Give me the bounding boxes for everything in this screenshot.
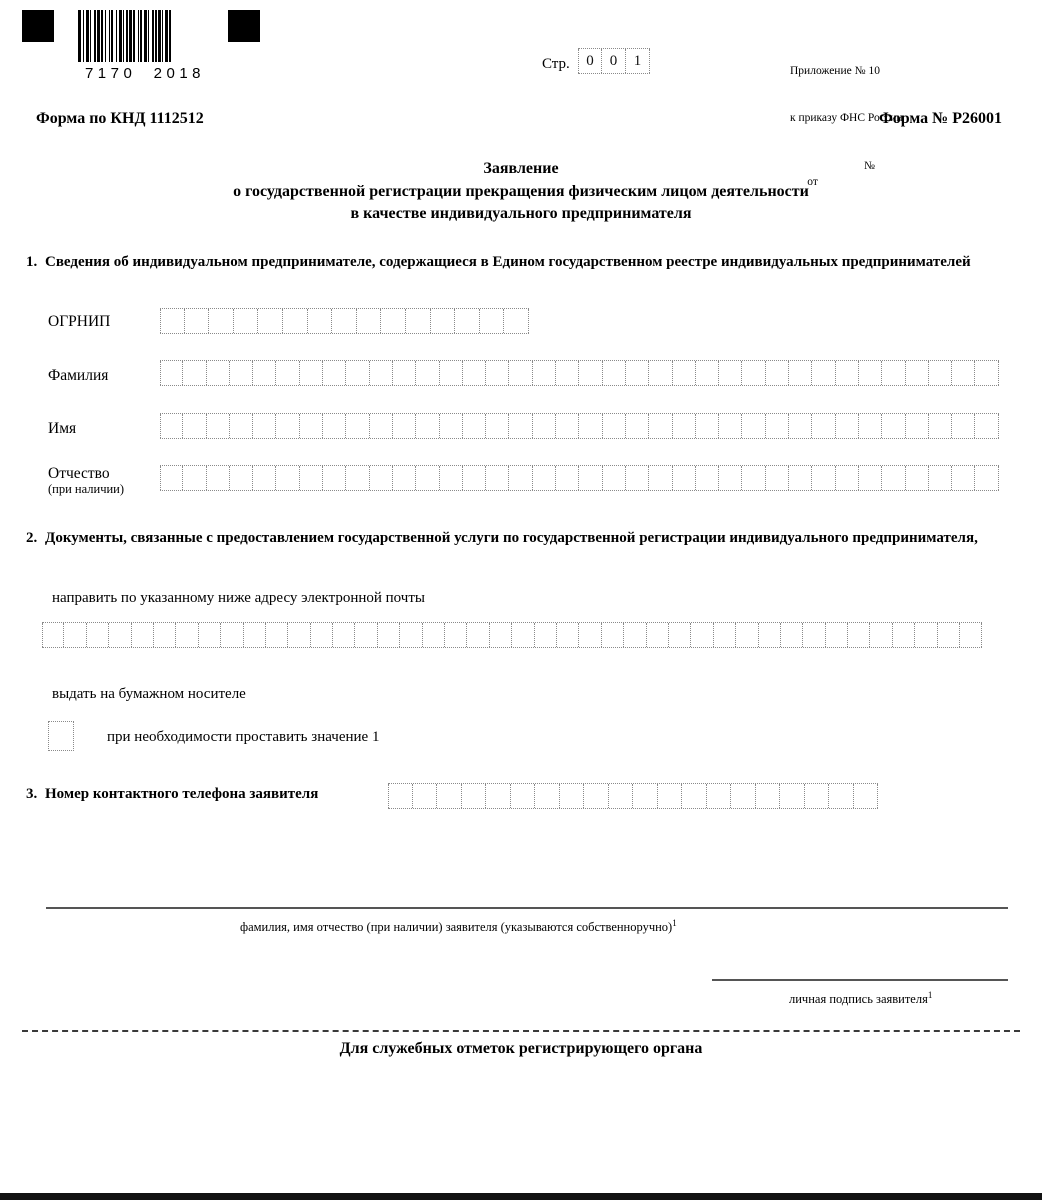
cell[interactable] [207,414,230,438]
title-line-2: о государственной регистрации прекращения физическим лицом деятельности [233,182,809,200]
cell[interactable] [311,623,333,647]
surname-field[interactable] [160,360,999,386]
cell[interactable] [370,466,393,490]
email-option-label: направить по указанному ниже адресу электронной почты [52,590,425,606]
cell[interactable] [602,623,624,647]
cell[interactable] [440,414,463,438]
title-line-3: в качестве индивидуального предпринимателя [350,205,692,223]
cell[interactable] [440,361,463,385]
cell[interactable] [742,414,765,438]
firstname-label [48,420,76,437]
cell[interactable] [221,623,243,647]
cell[interactable] [673,414,696,438]
cell[interactable] [486,414,509,438]
applicant-name-caption-marker: 1 [672,918,677,928]
cell[interactable] [132,623,154,647]
cell[interactable] [230,361,253,385]
cell[interactable] [826,623,848,647]
cell[interactable] [742,466,765,490]
cell[interactable] [803,623,825,647]
cell[interactable] [649,466,672,490]
cell[interactable] [266,623,288,647]
cell[interactable] [276,361,299,385]
cell[interactable] [323,361,346,385]
cell[interactable] [183,361,206,385]
cell[interactable] [486,361,509,385]
cell[interactable] [952,361,975,385]
cell[interactable] [512,623,534,647]
cell[interactable] [836,466,859,490]
cell[interactable] [185,309,210,333]
section-3-text: Номер контактного телефона заявителя [45,786,319,802]
cell[interactable] [463,414,486,438]
cell[interactable] [649,361,672,385]
cell[interactable] [603,361,626,385]
registration-square-right [228,10,260,42]
cell[interactable]: 1 [626,49,650,73]
cell[interactable] [952,466,975,490]
title-line-1: Заявление [483,160,559,177]
cell[interactable] [535,623,557,647]
cell[interactable] [230,414,253,438]
cell[interactable] [207,361,230,385]
cell[interactable] [253,466,276,490]
cell[interactable] [556,466,579,490]
cell[interactable] [626,466,649,490]
cell[interactable] [455,309,480,333]
cell[interactable] [209,309,234,333]
cell[interactable] [731,784,756,808]
cell[interactable] [42,623,64,647]
checkbox-hint-label: при необходимости проставить значение 1 [107,729,380,745]
cell[interactable] [829,784,854,808]
cell[interactable]: 0 [578,49,602,73]
cell[interactable] [207,466,230,490]
cell[interactable] [609,784,634,808]
document-title [0,158,1042,226]
cell[interactable] [859,361,882,385]
cell[interactable] [854,784,879,808]
cell[interactable] [393,361,416,385]
cell[interactable] [276,414,299,438]
cell[interactable] [938,623,960,647]
cell[interactable] [509,414,532,438]
cell[interactable] [960,623,982,647]
cell[interactable] [406,309,431,333]
cell[interactable] [244,623,266,647]
patronymic-label-text: Отчество [48,465,110,482]
cell[interactable] [393,414,416,438]
cell[interactable] [736,623,758,647]
cell[interactable] [333,623,355,647]
page-number-label: Стр. [542,56,570,72]
cell[interactable] [332,309,357,333]
cell[interactable] [300,414,323,438]
personal-signature-rule [712,979,1008,981]
cell[interactable] [906,414,929,438]
cell[interactable] [378,623,400,647]
cell[interactable] [308,309,333,333]
barcode-bars-icon [78,10,212,62]
cell[interactable] [109,623,131,647]
cell[interactable] [393,466,416,490]
cell[interactable] [234,309,259,333]
barcode-digits: 7170 2018 [84,65,206,82]
cell[interactable] [626,414,649,438]
cell[interactable] [673,466,696,490]
cell[interactable] [388,784,413,808]
annex-line-2: к приказу ФНС России [790,112,903,125]
cell[interactable] [557,623,579,647]
cell[interactable] [556,361,579,385]
cell[interactable] [766,414,789,438]
cell[interactable] [719,466,742,490]
paper-option-label: выдать на бумажном носителе [52,686,246,702]
cell[interactable] [906,466,929,490]
ogrnip-field[interactable] [160,308,529,334]
cell[interactable]: 0 [602,49,626,73]
cell[interactable] [300,361,323,385]
annex-number-label: № [864,159,875,172]
cell[interactable] [766,361,789,385]
cell[interactable] [535,784,560,808]
cell[interactable] [579,466,602,490]
cell[interactable] [370,361,393,385]
cell[interactable] [812,466,835,490]
cell[interactable] [183,414,206,438]
cell[interactable] [719,361,742,385]
cell[interactable] [882,361,905,385]
cell[interactable] [400,623,422,647]
cell[interactable] [423,623,445,647]
cell[interactable] [300,466,323,490]
cell[interactable] [431,309,456,333]
paper-option-checkbox[interactable] [48,721,74,751]
cell[interactable] [707,784,732,808]
patronymic-label [48,465,124,496]
firstname-label-text: Имя [48,420,77,437]
applicant-name-caption-text: фамилия, имя отчество (при наличии) заявителя (указываются собственноручно) [240,920,673,935]
cell[interactable] [766,466,789,490]
cell[interactable] [742,361,765,385]
cell[interactable] [696,466,719,490]
applicant-name-caption [240,918,677,935]
cell[interactable] [490,623,512,647]
cell[interactable] [789,361,812,385]
firstname-field[interactable] [160,413,999,439]
cell[interactable] [836,361,859,385]
knd-form-label: Форма по КНД 1112512 [36,110,204,127]
cell[interactable] [975,361,998,385]
cell[interactable] [160,414,183,438]
cell[interactable] [929,361,952,385]
cell[interactable] [463,466,486,490]
cell[interactable] [859,466,882,490]
cell[interactable] [759,623,781,647]
cell[interactable] [154,623,176,647]
cell[interactable] [509,466,532,490]
cell[interactable] [696,361,719,385]
cell[interactable] [848,623,870,647]
cell[interactable] [691,623,713,647]
section-2-heading [26,528,1010,548]
cell[interactable] [486,466,509,490]
cell[interactable] [355,623,377,647]
patronymic-field[interactable] [160,465,999,491]
cell[interactable] [176,623,198,647]
cell[interactable] [160,309,185,333]
cell[interactable] [906,361,929,385]
page-number-field[interactable] [578,48,650,74]
cell[interactable] [440,466,463,490]
cell[interactable] [283,309,308,333]
cell[interactable] [504,309,529,333]
cell[interactable] [463,361,486,385]
cell[interactable] [584,784,609,808]
cell[interactable] [579,361,602,385]
barcode-block [22,8,282,94]
cell[interactable] [603,466,626,490]
cell[interactable] [253,414,276,438]
cell[interactable] [258,309,283,333]
cell[interactable] [346,361,369,385]
cell[interactable] [413,784,438,808]
cell[interactable] [952,414,975,438]
cell[interactable] [669,623,691,647]
phone-field[interactable] [388,783,878,809]
cell[interactable] [756,784,781,808]
cell[interactable] [882,466,905,490]
personal-signature-caption-marker: 1 [927,990,933,1000]
cell[interactable] [480,309,505,333]
cell[interactable] [658,784,683,808]
cell[interactable] [357,309,382,333]
applicant-name-rule [46,907,1008,909]
cell[interactable] [812,414,835,438]
section-1-text: Сведения об индивидуальном предпринимателе, содержащиеся в Едином государственном реестре индивидуальных предпринимателей [45,254,971,270]
cell[interactable] [603,414,626,438]
patronymic-sublabel: (при наличии) [48,482,125,497]
cell[interactable] [253,361,276,385]
cell[interactable] [929,466,952,490]
cell[interactable] [467,623,489,647]
cell[interactable] [533,414,556,438]
annex-line-1: Приложение № 10 [790,64,880,77]
cell[interactable] [276,466,299,490]
cell[interactable] [64,623,86,647]
cell[interactable] [416,466,439,490]
cell[interactable] [789,414,812,438]
section-2-number: 2. [26,530,38,546]
cell[interactable] [486,784,511,808]
cell[interactable] [579,414,602,438]
cell[interactable] [160,361,183,385]
cell[interactable] [714,623,736,647]
cell[interactable] [929,414,952,438]
footer-title: Для служебных отметок регистрирующего органа [339,1040,703,1057]
cell[interactable] [199,623,221,647]
cell[interactable] [870,623,892,647]
cell[interactable] [445,623,467,647]
cell[interactable] [579,623,601,647]
email-field[interactable] [42,622,982,648]
cell[interactable] [626,361,649,385]
cell[interactable] [624,623,646,647]
cell[interactable] [416,414,439,438]
cell[interactable] [381,309,406,333]
cell[interactable] [893,623,915,647]
cell[interactable] [696,414,719,438]
footer-divider [22,1030,1020,1032]
cell[interactable] [183,466,206,490]
ogrnip-label-text: ОГРНИП [48,313,111,330]
personal-signature-caption [789,990,932,1007]
cell[interactable] [805,784,830,808]
cell[interactable] [975,466,998,490]
cell[interactable] [323,414,346,438]
cell[interactable] [812,361,835,385]
cell[interactable] [781,623,803,647]
cell[interactable] [509,361,532,385]
cell[interactable] [836,414,859,438]
cell[interactable] [87,623,109,647]
cell[interactable] [346,414,369,438]
personal-signature-caption-text: личная подпись заявителя [789,992,928,1007]
section-2-text: Документы, связанные с предоставлением государственной услуги по государственной регистрации индивидуального предпринимателя, [45,530,978,546]
section-3-heading [26,784,446,804]
cell[interactable] [511,784,536,808]
cell[interactable] [230,466,253,490]
registration-square-left [22,10,54,42]
cell[interactable] [560,784,585,808]
cell[interactable] [719,414,742,438]
cell[interactable] [682,784,707,808]
ogrnip-label [48,313,110,330]
cell[interactable] [323,466,346,490]
cell[interactable] [859,414,882,438]
cell[interactable] [533,466,556,490]
cell[interactable] [649,414,672,438]
annex-ot-label: от [807,175,818,188]
cell[interactable] [533,361,556,385]
cell[interactable] [437,784,462,808]
cell[interactable] [160,466,183,490]
cell[interactable] [915,623,937,647]
cell[interactable] [462,784,487,808]
section-1-number: 1. [26,254,38,270]
cell[interactable] [789,466,812,490]
cell[interactable] [288,623,310,647]
surname-label-text: Фамилия [48,367,109,384]
cell[interactable] [975,414,998,438]
cell[interactable] [416,361,439,385]
cell[interactable] [346,466,369,490]
cell[interactable] [633,784,658,808]
cell[interactable] [673,361,696,385]
form-number-label: Форма № Р26001 [878,110,1002,127]
section-1-heading [26,252,1010,272]
section-3-number: 3. [26,786,38,802]
cell[interactable] [780,784,805,808]
cell[interactable] [556,414,579,438]
cell[interactable] [647,623,669,647]
cell[interactable] [370,414,393,438]
cell[interactable] [882,414,905,438]
surname-label [48,367,108,384]
